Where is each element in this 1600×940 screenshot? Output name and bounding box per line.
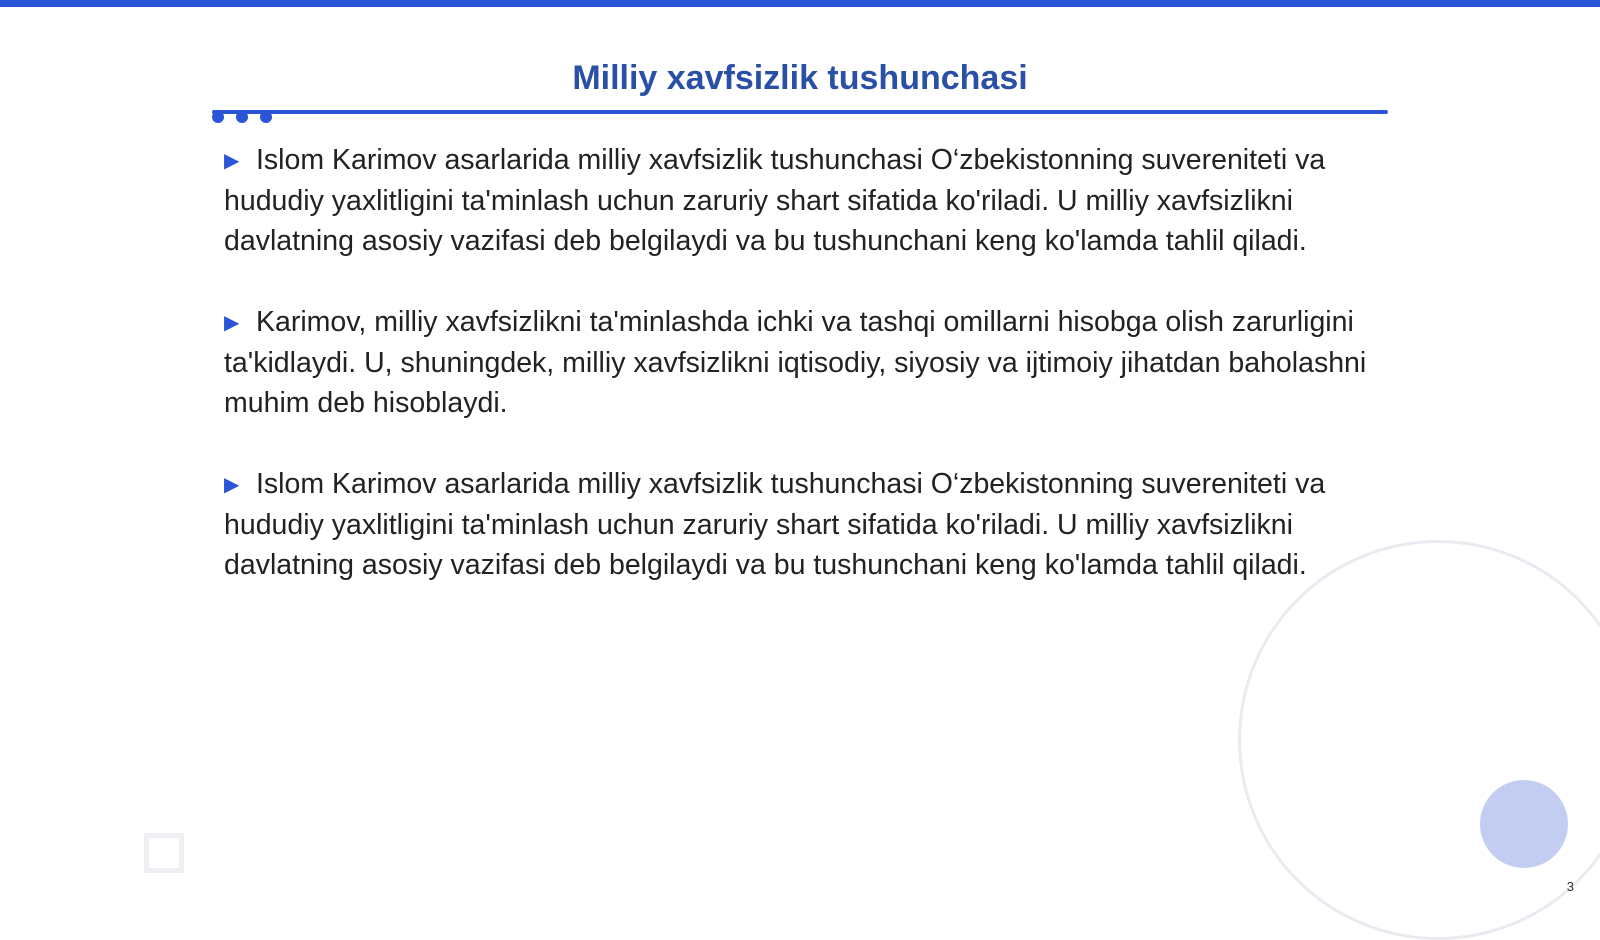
bullet-item [224, 140, 1374, 261]
slide-title: Milliy xavfsizlik tushunchasi [572, 59, 1028, 97]
underline-dot [260, 111, 272, 123]
top-accent-bar [0, 0, 1600, 7]
bullet-item [224, 302, 1374, 423]
decorative-circle [1480, 780, 1568, 868]
bullet-text: Karimov, milliy xavfsizlikni ta'minlashda ichki va tashqi omillarni hisobga olish zarurligini ta'kidlaydi. U, shuningdek, milliy xavfsizlikni iqtisodiy, siyosiy va ijtimoiy jihatdan baholashni muhim deb hisoblaydi. [224, 306, 1367, 419]
triangle-bullet-icon: ▶ [224, 474, 240, 496]
slide-body [224, 140, 1374, 626]
bullet-text: Islom Karimov asarlarida milliy xavfsizlik tushunchasi O‘zbekistonning suvereniteti va hududiy yaxlitligini ta'minlash uchun zaruriy shart sifatida ko'riladi. U milliy xavfsizlikni davlatning asosiy vazifasi deb belgilaydi va bu tushunchani keng ko'lamda tahlil qiladi. [224, 144, 1326, 257]
triangle-bullet-icon: ▶ [224, 150, 240, 172]
triangle-bullet-icon: ▶ [224, 312, 240, 334]
decorative-square [144, 833, 184, 873]
underline-dot [236, 111, 248, 123]
bullet-text: Islom Karimov asarlarida milliy xavfsizlik tushunchasi O‘zbekistonning suvereniteti va hududiy yaxlitligini ta'minlash uchun zaruriy shart sifatida ko'riladi. U milliy xavfsizlikni davlatning asosiy vazifasi deb belgilaydi va bu tushunchani keng ko'lamda tahlil qiladi. [224, 468, 1326, 581]
underline-dot [212, 111, 224, 123]
bullet-item [224, 464, 1374, 585]
page-number: 3 [1566, 879, 1574, 894]
title-underline [212, 110, 1388, 114]
